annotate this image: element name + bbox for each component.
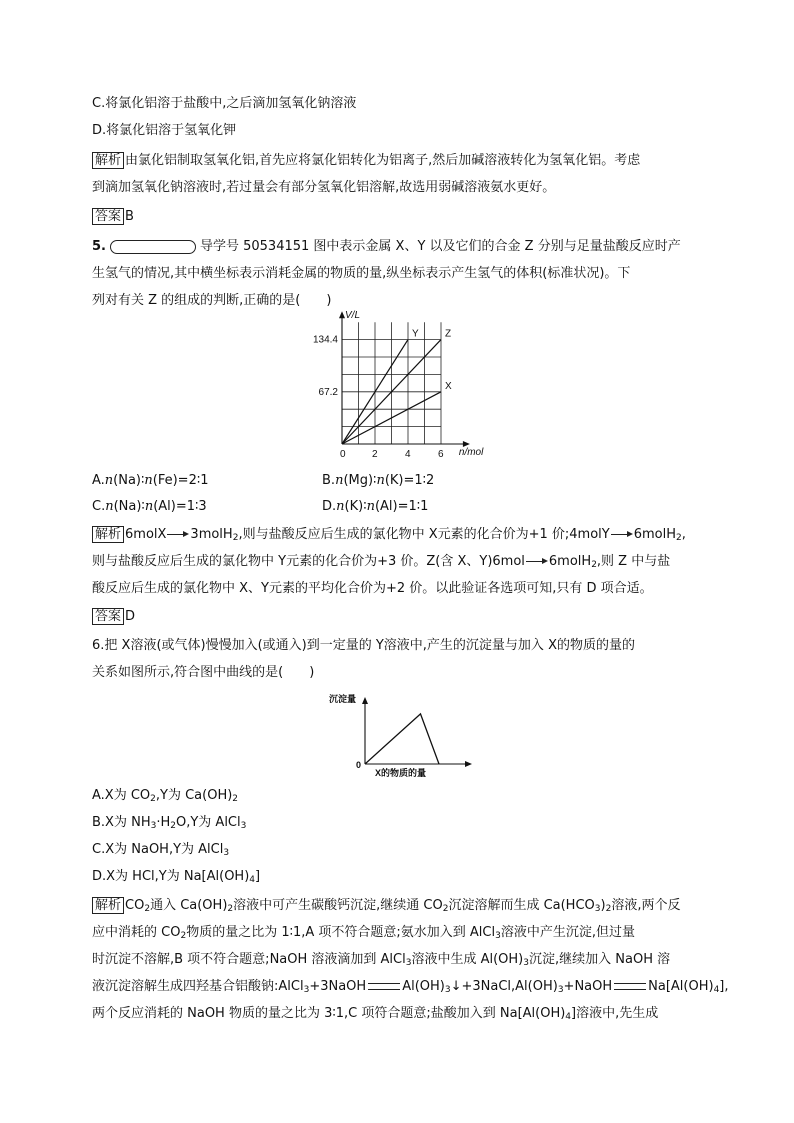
answer-tag: 答案 xyxy=(92,208,124,225)
origin-label: 0 xyxy=(356,760,362,770)
q6-analysis-line1: 解析 $CO_2$通入 $Ca(OH)_2$溶液中可产生碳酸钙沉淀,继续通 $CO_2$沉淀溶解而生成 $Ca(HCO_3)_2$溶液,两个反 xyxy=(92,896,680,916)
q5-option-c: C.n(Na)∶n(Al)=1∶3 xyxy=(92,499,207,514)
q6-analysis-line4: 液沉淀溶解生成四羟基合铝酸钠:AlCl$_3$+3NaOH $Al(OH)_3↓+3NaCl,Al(OH)_3+NaOH$ $Na[Al(OH)_4]$, xyxy=(92,979,729,995)
q5-answer: 答案 D xyxy=(92,607,135,627)
y-axis-label: V/L xyxy=(345,310,361,322)
q5-option-b: B.n(Mg)∶n(K)=1∶2 xyxy=(322,473,435,488)
y-tick-label: 134.4 xyxy=(312,334,338,346)
y-axis-label: 沉淀量 xyxy=(329,694,357,704)
series-label-x: X xyxy=(445,380,452,392)
x-tick-label: 6 xyxy=(438,449,444,460)
q6-analysis-line2: 应中消耗的 $CO_2$物质的量之比为 1∶1,A 项不符合题意;氨水加入到 AlCl$_3$溶液中产生沉淀,但过量 xyxy=(92,925,635,941)
precipitate-chart xyxy=(325,688,475,784)
q5-analysis-line2: 则与盐酸反应后生成的氯化物中 Y元素的化合价为+3 价。Z(含 X、Y)6mol 6molH$_2$,则 Z 中与盐 xyxy=(92,554,671,570)
analysis-tag: 解析 xyxy=(92,526,124,543)
x-axis-arrow-icon xyxy=(465,761,472,767)
equals-sign-icon xyxy=(368,983,400,990)
q4-analysis-line2: 到滴加氢氧化钠溶液时,若过量会有部分氢氧化铝溶解,故选用弱碱溶液氨水更好。 xyxy=(92,180,556,195)
q5-option-d: D.n(K)∶n(Al)=1∶1 xyxy=(322,499,429,514)
y-axis-arrow-icon xyxy=(362,697,368,704)
q5-stem-line2: 生氢气的情况,其中横坐标表示消耗金属的物质的量,纵坐标表示产生氢气的体积(标准状况)。下 xyxy=(92,266,631,281)
x-axis-label: n/mol xyxy=(458,447,484,458)
x-tick-label: 2 xyxy=(372,449,378,460)
arrow-icon xyxy=(611,531,633,539)
q6-option-c: C.X为 NaOH,Y为 AlCl$_3$ xyxy=(92,842,230,858)
q4-option-c: C.将氯化铝溶于盐酸中,之后滴加氢氧化钠溶液 xyxy=(92,96,357,111)
arrow-icon xyxy=(167,531,189,539)
arrow-icon xyxy=(526,558,548,566)
q6-analysis-line3: 时沉淀不溶解,B 项不符合题意;NaOH 溶液滴加到 AlCl$_3$溶液中生成 $Al(OH)_3$沉淀,继续加入 NaOH 溶 xyxy=(92,952,671,968)
q5-stem-line1: 5. 导学号 50534151 图中表示金属 X、Y 以及它们的合金 Z 分别与足量盐酸反应时产 xyxy=(92,239,681,254)
guide-number-badge xyxy=(110,240,196,254)
series-label-z: Z xyxy=(445,328,452,340)
q6-stem-line1: 6.把 X溶液(或气体)慢慢加入(或通入)到一定量的 Y溶液中,产生的沉淀量与加入 X的物质的量的 xyxy=(92,638,635,653)
x-axis-label: X的物质的量 xyxy=(375,768,427,778)
q6-stem-line2: 关系如图所示,符合图中曲线的是( ) xyxy=(92,665,315,680)
q6-option-d: D.X为 HCl,Y为 $Na[Al(OH)_4]$ xyxy=(92,869,261,885)
chart-axes xyxy=(362,697,472,767)
q6-option-b: B.X为 $NH_3\cdot H_2O,Y$为 AlCl$_3$ xyxy=(92,815,247,831)
q5-option-a: A.n(Na)∶n(Fe)=2∶1 xyxy=(92,473,209,488)
x-tick-label: 4 xyxy=(405,449,411,460)
q6-analysis-line5: 两个反应消耗的 NaOH 物质的量之比为 3∶1,C 项符合题意;盐酸加入到 $Na[Al(OH)_4]$溶液中,先生成 xyxy=(92,1006,659,1022)
chart-grid xyxy=(342,322,441,444)
chart-series xyxy=(365,714,439,764)
series-label-y: Y xyxy=(412,328,419,340)
analysis-tag: 解析 xyxy=(92,897,124,914)
q5-analysis-line1: 解析 6molX 3molH$_2$,则与盐酸反应后生成的氯化物中 X元素的化合价为+1 价;4molY 6molH$_2$, xyxy=(92,525,686,545)
q4-option-d: D.将氯化铝溶于氢氧化钾 xyxy=(92,123,237,138)
analysis-tag: 解析 xyxy=(92,152,124,169)
q4-analysis-line1: 解析 由氯化铝制取氢氧化铝,首先应将氯化铝转化为铝离子,然后加碱溶液转化为氢氧化铝。考虑 xyxy=(92,151,640,171)
answer-tag: 答案 xyxy=(92,608,124,625)
precipitate-curve xyxy=(365,714,439,764)
q5-analysis-line3: 酸反应后生成的氯化物中 X、Y元素的平均化合价为+2 价。以此验证各选项可知,只有 D 项合适。 xyxy=(92,581,653,596)
q4-answer: 答案 B xyxy=(92,207,134,227)
hydrogen-volume-chart xyxy=(300,310,484,464)
q6-option-a: A.X为 $CO_2,Y$为 $Ca(OH)_2$ xyxy=(92,788,239,804)
x-tick-label: 0 xyxy=(340,449,346,460)
chart-labels xyxy=(329,693,426,778)
q5-stem-line3: 列对有关 Z 的组成的判断,正确的是( ) xyxy=(92,293,332,308)
equals-sign-icon xyxy=(614,983,646,990)
y-tick-label: 67.2 xyxy=(318,386,338,398)
